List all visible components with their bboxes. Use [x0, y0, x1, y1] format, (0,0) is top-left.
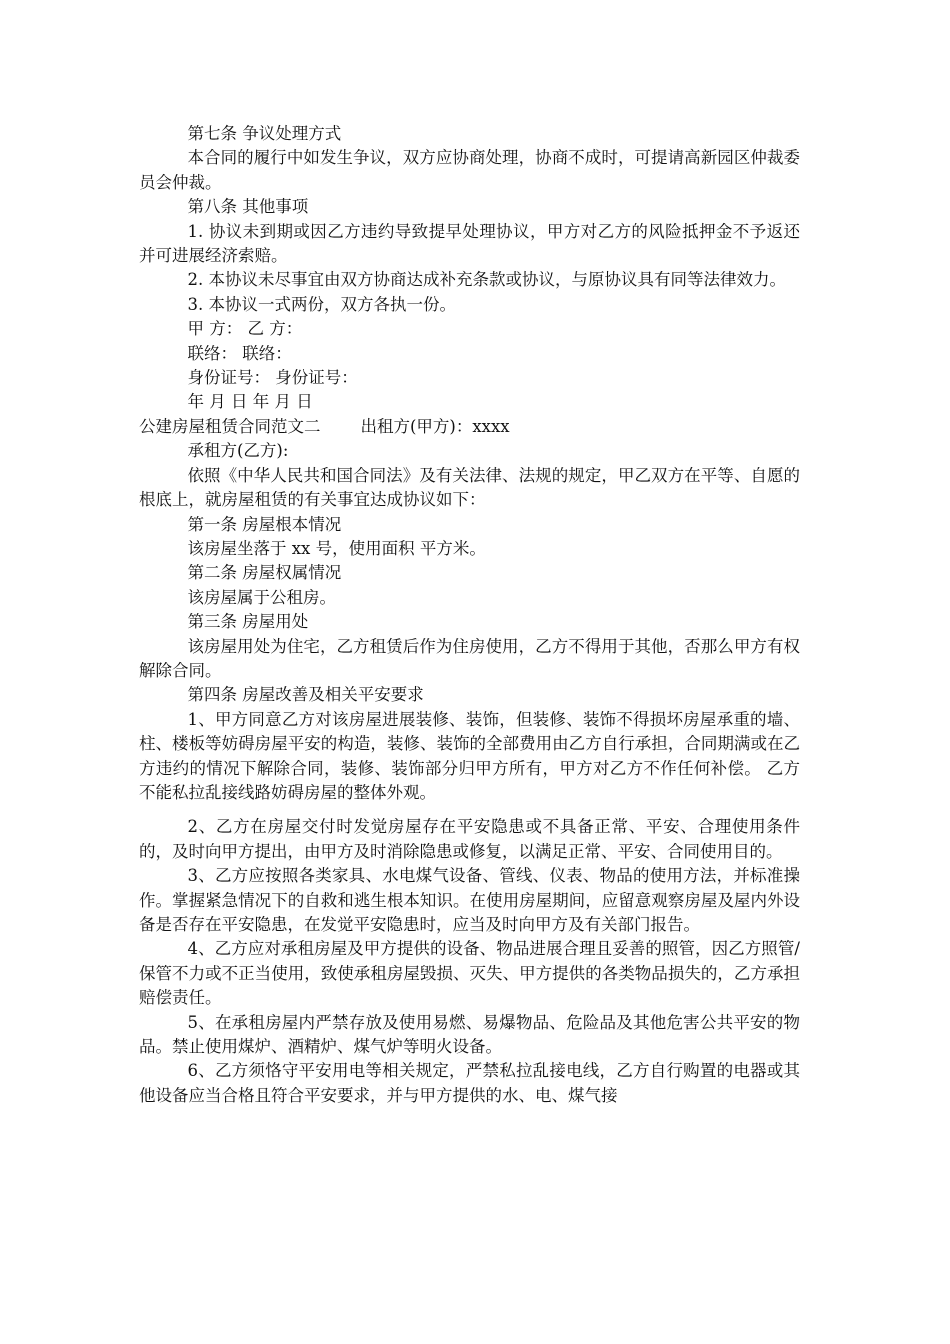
article-4-item-1: 1、甲方同意乙方对该房屋进展装修、装饰，但装修、装饰不得损坏房屋承重的墙、柱、楼板等妨碍房屋平安的构造，装修、装饰的全部费用由乙方自行承担，合同期满或在乙方违约的情况下解除合同，装修、装饰部分归甲方所有，甲方对乙方不作任何补偿。 乙方不能私拉乱接线路妨碍房屋的整体外观。	[139, 709, 800, 802]
article-2-heading: 第二条 房屋权属情况	[187, 563, 342, 583]
article-7-body: 本合同的履行中如发生争议，双方应协商处理，协商不成时，可提请高新园区仲裁委员会仲裁。	[139, 148, 800, 192]
article-8-heading: 第八条 其他事项	[187, 197, 309, 217]
article-4-item-6: 6、乙方须恪守平安用电等相关规定，严禁私拉乱接电线，乙方自行购置的电器或其他设备应当合格且符合平安要求，并与甲方提供的水、电、煤气接	[139, 1061, 800, 1105]
article-4-item-2: 2、乙方在房屋交付时发觉房屋存在平安隐患或不具备正常、平安、合理使用条件的，及时向甲方提出，由甲方及时消除隐患或修复，以满足正常、平安、合同使用目的。	[139, 817, 800, 861]
lessee-line: 承租方(乙方):	[187, 441, 289, 461]
article-1-body: 该房屋坐落于 xx 号，使用面积 平方米。	[187, 538, 486, 558]
article-3-body: 该房屋用处为住宅，乙方租赁后作为住房使用，乙方不得用于其他，否那么甲方有权解除合同。	[139, 636, 800, 680]
signature-party-line: 甲 方： 乙 方：	[187, 319, 303, 339]
contract-title: 公建房屋租赁合同范文二	[139, 416, 321, 436]
signature-id-line: 身份证号： 身份证号：	[187, 368, 358, 388]
article-7-heading: 第七条 争议处理方式	[187, 124, 342, 143]
article-8-item-2: 2. 本协议未尽事宜由双方协商达成补充条款或协议，与原协议具有同等法律效力。	[187, 270, 786, 290]
article-1-heading: 第一条 房屋根本情况	[187, 514, 342, 534]
article-3-heading: 第三条 房屋用处	[187, 612, 309, 632]
signature-date-line: 年 月 日 年 月 日	[187, 392, 313, 412]
article-8-item-1: 1. 协议未到期或因乙方违约导致提早处理协议，甲方对乙方的风险抵押金不予返还并可进展经济索赔。	[139, 221, 800, 266]
article-4-item-4: 4、乙方应对承租房屋及甲方提供的设备、物品进展合理且妥善的照管，因乙方照管/保管不力或不正当使用，致使承租房屋毁损、灭失、甲方提供的各类物品损失的，乙方承担赔偿责任。	[139, 939, 800, 1008]
article-4-item-3: 3、乙方应按照各类家具、水电煤气设备、管线、仪表、物品的使用方法，并标准操作。掌握紧急情况下的自救和逃生根本知识。在使用房屋期间，应留意观察房屋及屋内外设备是否存在平安隐患，在发觉平安隐患时，应当及时向甲方及有关部门报告。	[139, 866, 800, 934]
article-4-heading: 第四条 房屋改善及相关平安要求	[187, 685, 424, 705]
article-2-body: 该房屋属于公租房。	[187, 587, 336, 607]
article-4-item-5: 5、在承租房屋内严禁存放及使用易燃、易爆物品、危险品及其他危害公共平安的物品。禁止使用煤炉、酒精炉、煤气炉等明火设备。	[139, 1012, 800, 1057]
lessor-line: 出租方(甲方)：xxxx	[360, 416, 510, 436]
signature-contact-line: 联络： 联络：	[187, 343, 292, 363]
article-8-item-3: 3. 本协议一式两份，双方各执一份。	[187, 294, 456, 314]
preamble: 依照《中华人民共和国合同法》及有关法律、法规的规定，甲乙双方在平等、自愿的根底上，就房屋租赁的有关事宜达成协议如下：	[139, 465, 800, 510]
document-page	[139, 122, 800, 1108]
contract-two-header-line	[139, 415, 800, 439]
